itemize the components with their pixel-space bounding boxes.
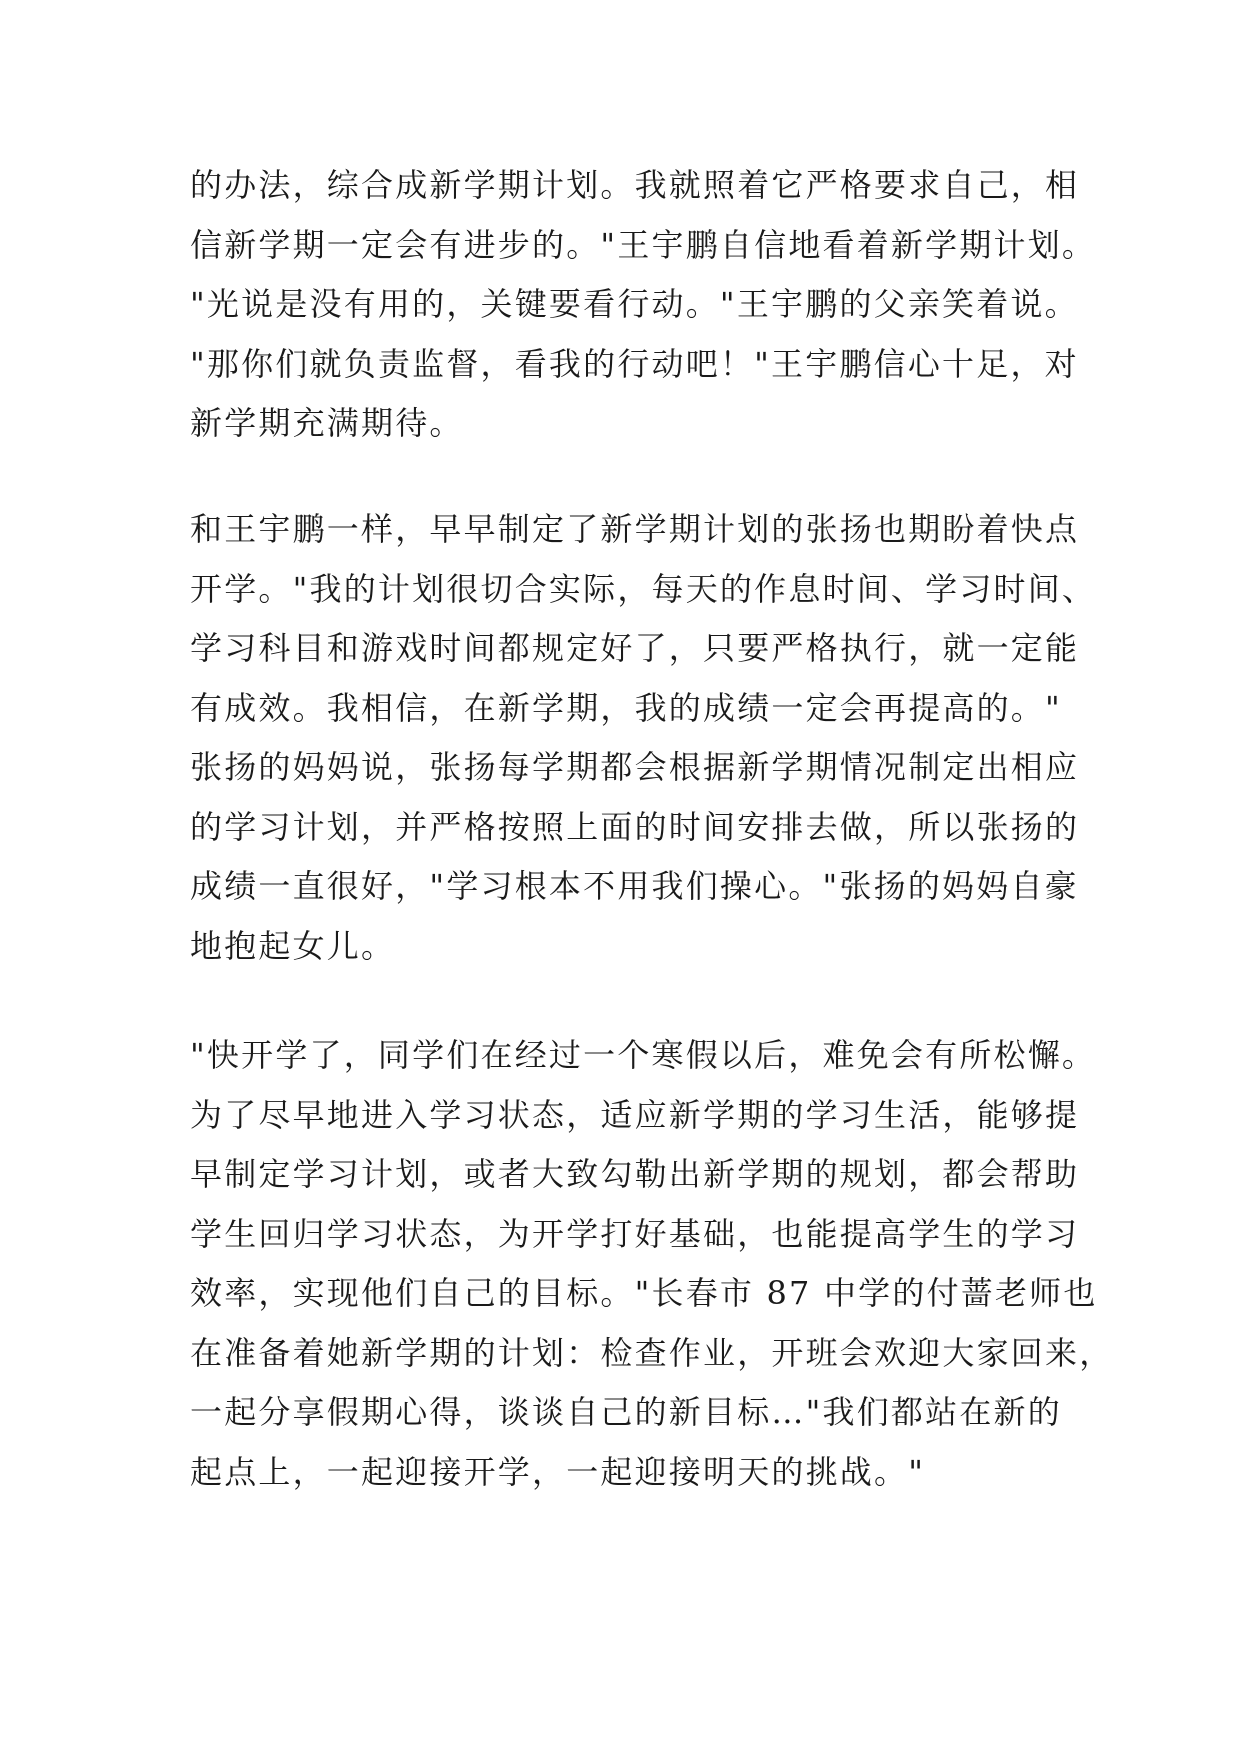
text-line: 学生回归学习状态，为开学打好基础，也能提高学生的学习 <box>190 1214 1080 1253</box>
text-line: 学习科目和游戏时间都规定好了，只要严格执行，就一定能 <box>190 629 1080 667</box>
text-line: 起点上，一起迎接开学，一起迎接明天的挑战。" <box>190 1452 926 1491</box>
paragraph <box>190 500 1097 976</box>
text-line: 有成效。我相信，在新学期，我的成绩一定会再提高的。" <box>190 688 1062 727</box>
text-line: 早制定学习计划，或者大致勾勒出新学期的规划，都会帮助 <box>190 1155 1080 1193</box>
text-line: 信新学期一定会有进步的。"王宇鹏自信地看着新学期计划。 <box>190 225 1097 264</box>
text-line: 和王宇鹏一样，早早制定了新学期计划的张扬也期盼着快点 <box>190 510 1080 548</box>
text-line: "那你们就负责监督，看我的行动吧！"王宇鹏信心十足，对 <box>190 344 1079 383</box>
text-line: 开学。"我的计划很切合实际，每天的作息时间、学习时间、 <box>190 569 1097 608</box>
text-line: 成绩一直很好，"学习根本不用我们操心。"张扬的妈妈自豪 <box>190 867 1079 905</box>
text-line: 张扬的妈妈说，张扬每学期都会根据新学期情况制定出相应 <box>190 748 1080 786</box>
text-line: 地抱起女儿。 <box>190 926 396 965</box>
text-line: 的办法，综合成新学期计划。我就照着它严格要求自己，相 <box>190 166 1080 204</box>
text-line: 新学期充满期待。 <box>190 404 464 442</box>
text-line: 在准备着她新学期的计划：检查作业，开班会欢迎大家回来， <box>190 1333 1114 1372</box>
text-line: 一起分享假期心得，谈谈自己的新目标…"我们都站在新的 <box>190 1393 1062 1431</box>
text-line: 效率，实现他们自己的目标。"长春市 87 中学的付蔷老师也 <box>190 1274 1098 1312</box>
text-line: "光说是没有用的，关键要看行动。"王宇鹏的父亲笑着说。 <box>190 285 1079 323</box>
text-line: 的学习计划，并严格按照上面的时间安排去做，所以张扬的 <box>190 807 1080 846</box>
paragraph <box>190 156 1097 454</box>
text-line: 为了尽早地进入学习状态，适应新学期的学习生活，能够提 <box>190 1095 1080 1134</box>
text-line: "快开学了，同学们在经过一个寒假以后，难免会有所松懈。 <box>190 1036 1097 1074</box>
paragraph <box>190 1026 1114 1502</box>
